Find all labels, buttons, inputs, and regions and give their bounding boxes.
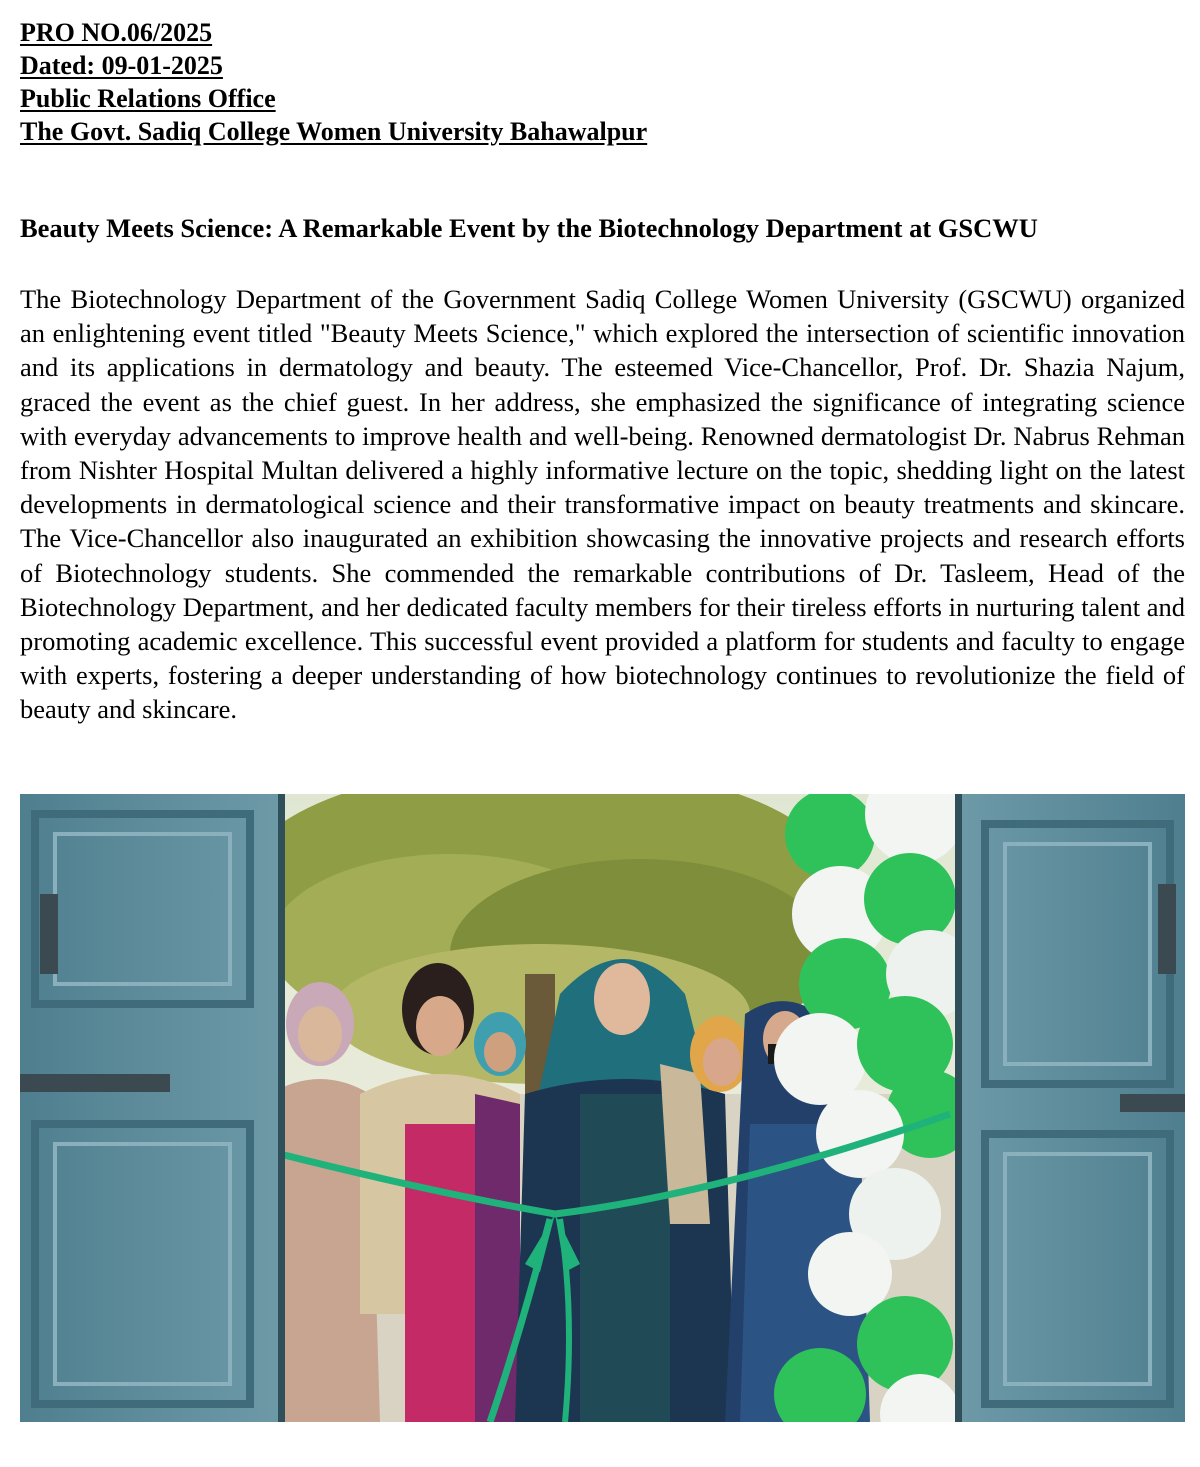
article-body: The Biotechnology Department of the Government Sadiq College Women University (GSCWU) organized an enlightening event titled "Beauty Meets Science," which explored the intersection of scientific innovation and its applications in dermatology and beauty. The esteemed Vice-Chancellor, Prof. Dr. Shazia Najum, graced the event as the chief guest. In her address, she emphasized the significance of integrating science with everyday advancements to improve health and well-being. Renowned dermatologist Dr. Nabrus Rehman from Nishter Hospital Multan delivered a highly informative lecture on the topic, shedding light on the latest developments in dermatological science and their transformative impact on beauty treatments and skincare. The Vice-Chancellor also inaugurated an exhibition showcasing the innovative projects and research efforts of Biotechnology students. She commended the remarkable contributions of Dr. Tasleem, Head of the Biotechnology Department, and her dedicated faculty members for their tireless efforts in nurturing talent and promoting academic excellence. This successful event provided a platform for students and faculty to engage with experts, fostering a deeper understanding of how biotechnology continues to revolutionize the field of beauty and skincare.: [20, 284, 1185, 725]
office-name: Public Relations Office: [20, 84, 276, 113]
article-headline: Beauty Meets Science: A Remarkable Event by the Biotechnology Department at GSCWU: [20, 213, 1038, 243]
attendees: [260, 959, 870, 1422]
ribbon-cutting-photo: [20, 794, 1185, 1422]
pro-number: PRO NO.06/2025: [20, 18, 213, 47]
university-name: The Govt. Sadiq College Women University Bahawalpur: [20, 117, 648, 146]
event-photo: [20, 794, 1185, 1422]
left-door: [20, 794, 285, 1422]
press-release-header: [20, 16, 1180, 148]
release-date: Dated: 09-01-2025: [20, 51, 223, 80]
right-door: [955, 794, 1185, 1422]
